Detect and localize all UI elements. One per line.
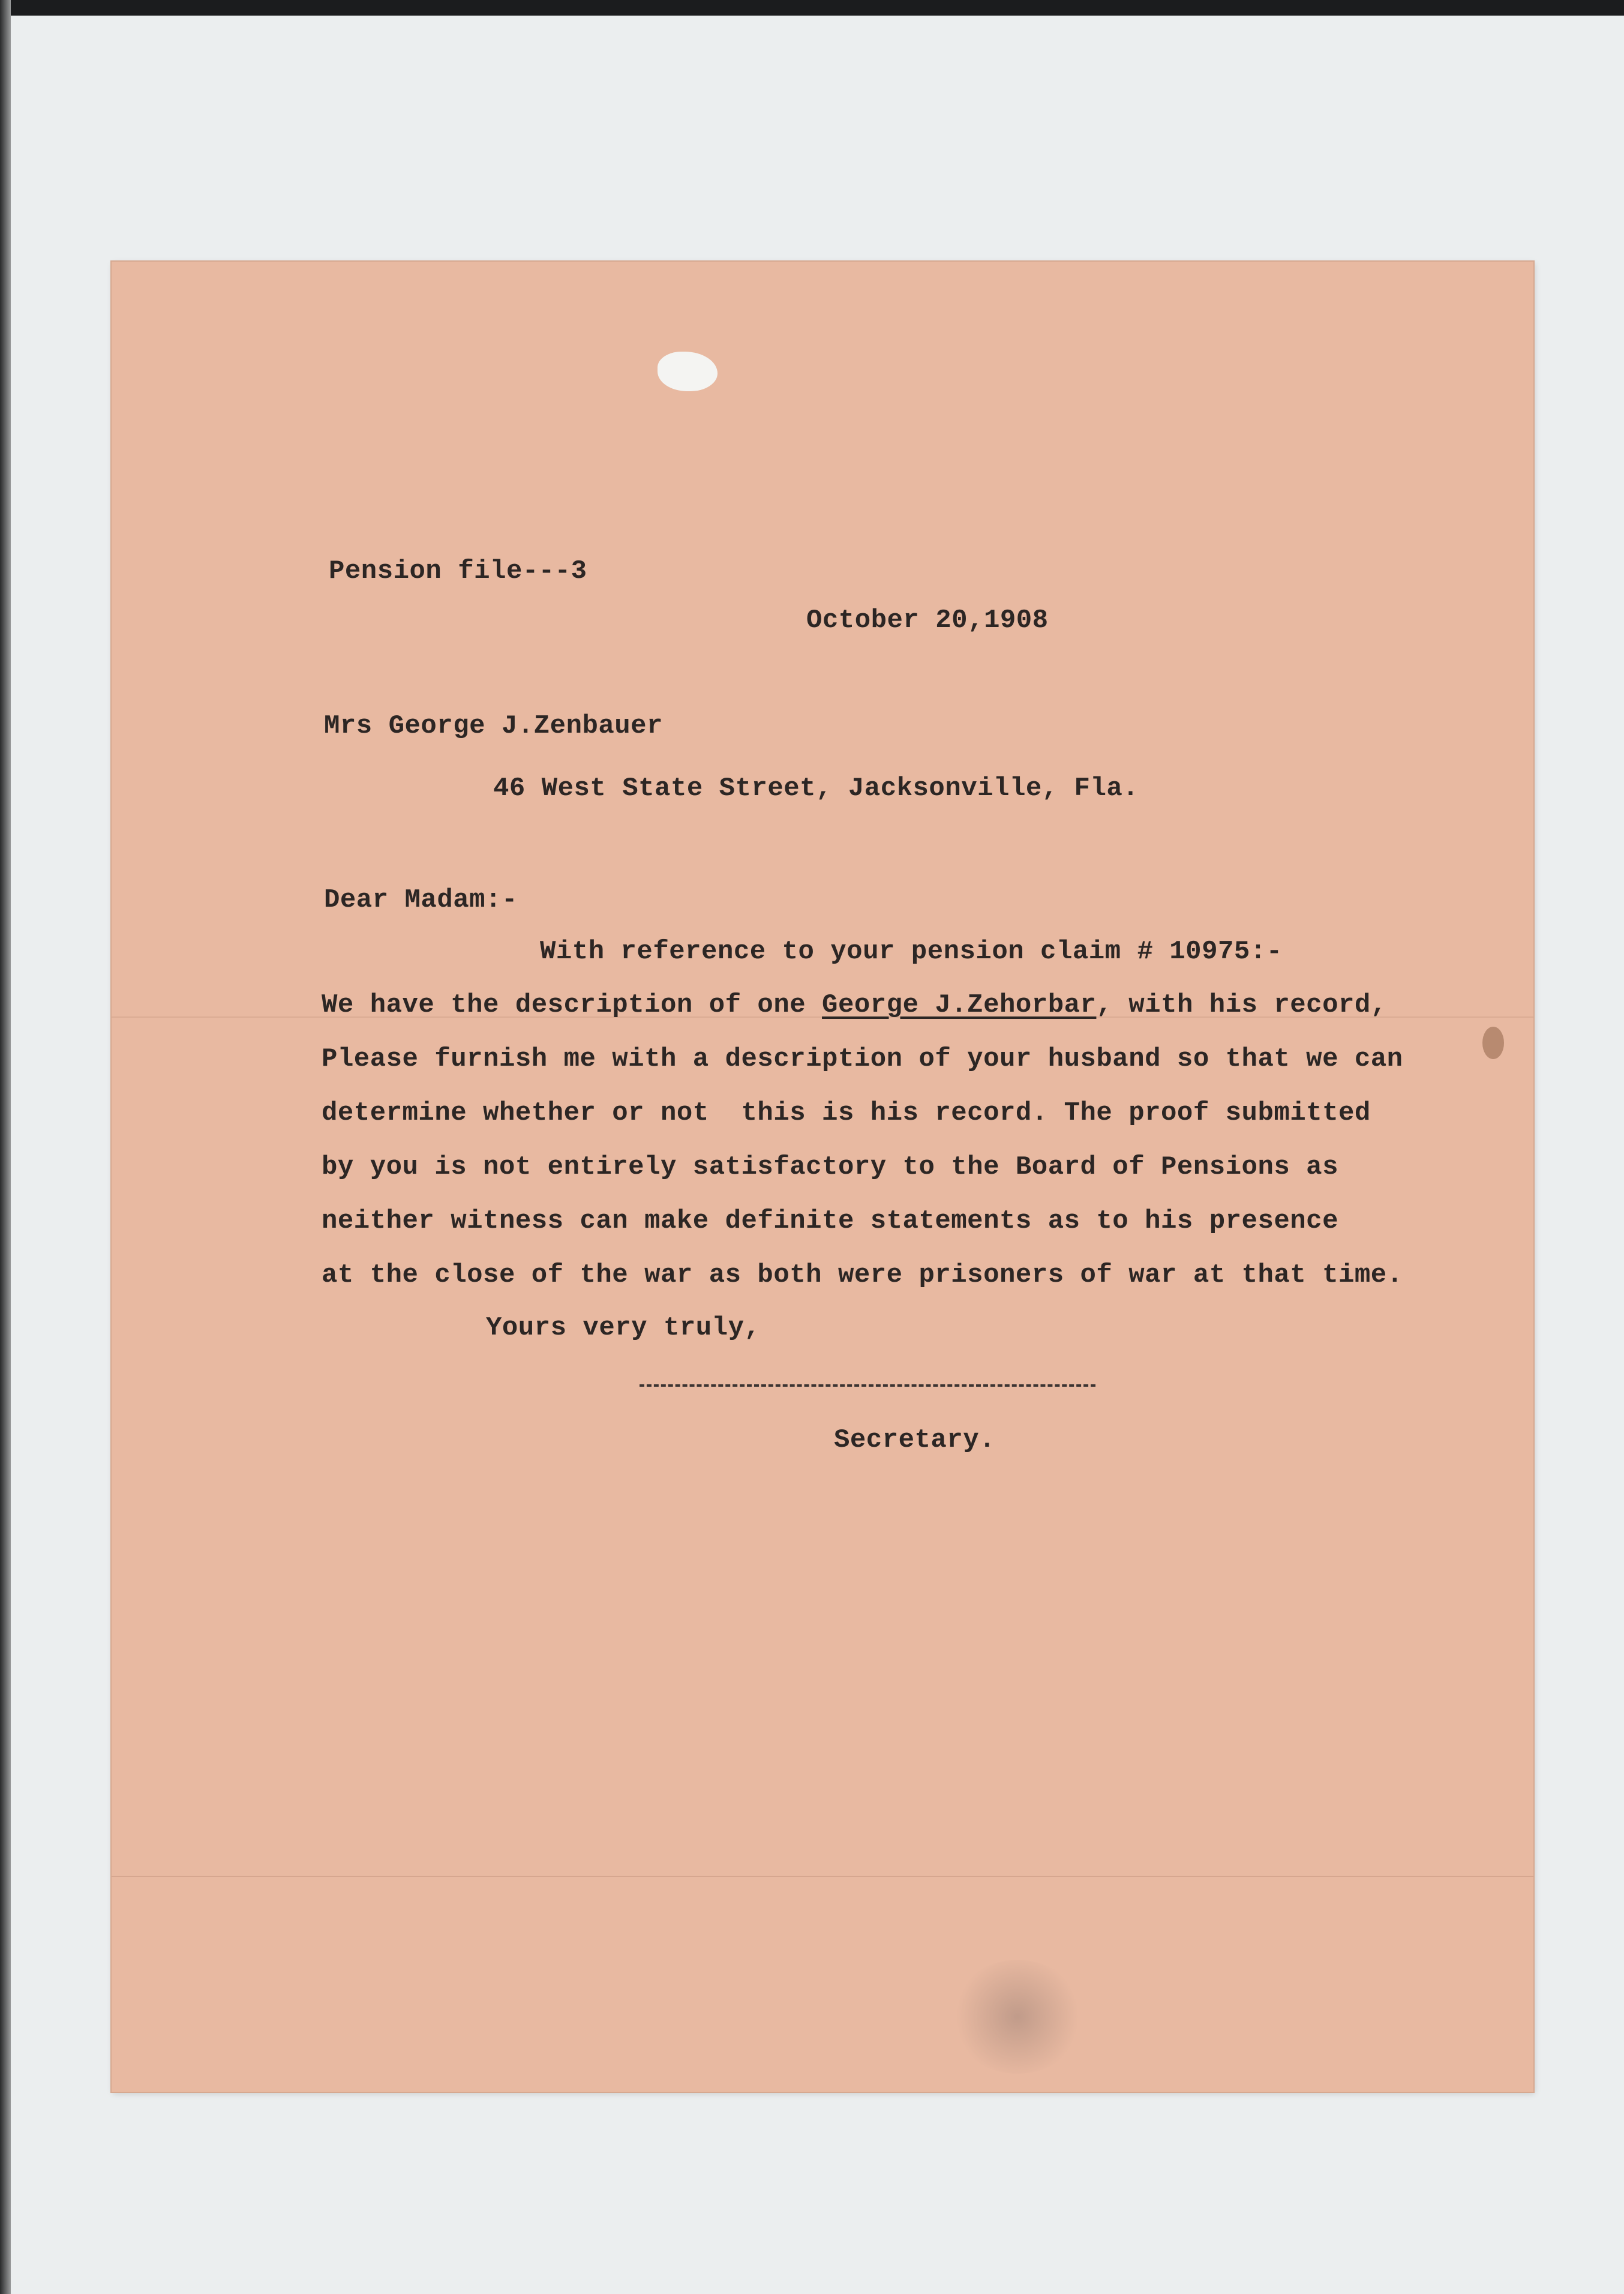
recipient-address: 46 West State Street, Jacksonville, Fla.: [493, 773, 1139, 803]
signature-title: Secretary.: [834, 1425, 996, 1455]
body-line-4: determine whether or not this is his record. The proof submitted: [322, 1098, 1371, 1128]
referenced-name: George J.Zehorbar: [822, 990, 1097, 1020]
paper-stain: [1482, 1027, 1504, 1059]
scanner-left-edge: [0, 0, 11, 2294]
signature-line: [640, 1384, 1095, 1387]
file-reference: Pension file---3: [329, 556, 587, 586]
punch-hole: [658, 352, 718, 391]
scanner-top-edge: [0, 0, 1624, 16]
body-line-5: by you is not entirely satisfactory to the Board of Pensions as: [322, 1152, 1338, 1182]
body-line-1: With reference to your pension claim # 10975:-: [540, 937, 1283, 967]
paper-smudge: [951, 1960, 1083, 2074]
body-line-2: [322, 989, 1387, 1021]
body-line-2-start: We have the description of one: [322, 990, 822, 1020]
closing: Yours very truly,: [486, 1313, 761, 1343]
body-line-6: neither witness can make definite statements as to his presence: [322, 1206, 1338, 1236]
recipient-name: Mrs George J.Zenbauer: [324, 711, 663, 741]
body-line-3: Please furnish me with a description of your husband so that we can: [322, 1044, 1403, 1074]
body-line-2-end: , with his record,: [1096, 990, 1387, 1020]
letter-date: October 20,1908: [806, 605, 1049, 635]
letter-paper: [112, 262, 1533, 2092]
salutation: Dear Madam:-: [324, 885, 518, 915]
body-line-7: at the close of the war as both were prisoners of war at that time.: [322, 1260, 1403, 1290]
